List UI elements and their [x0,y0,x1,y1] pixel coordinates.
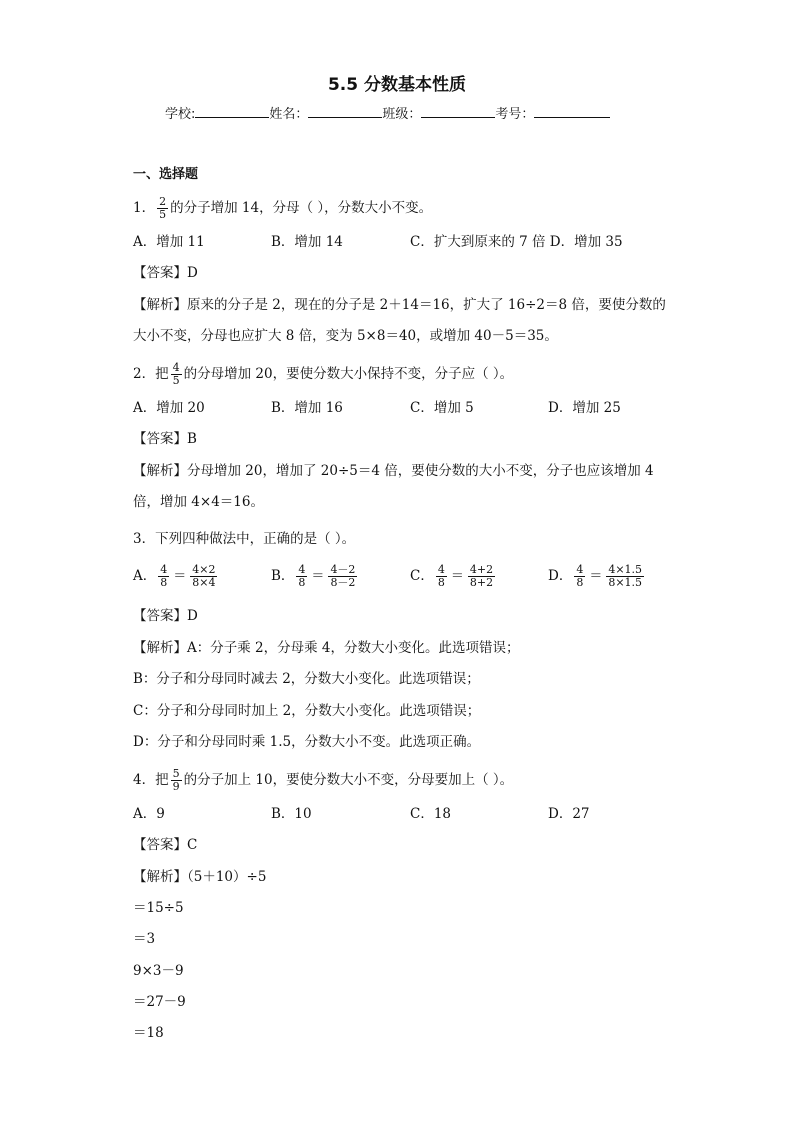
q2-analysis-line-1: 【解析】分母增加 20，增加了 20÷5＝4 倍，要使分数的大小不变，分子也应该增加 4 [133,463,654,479]
q4-answer: 【答案】C [133,837,198,853]
q3-a-right-num: 4×2 [192,563,216,576]
q1-option-b[interactable]: B．增加 14 [271,234,343,250]
q3-c-left-den: 8 [437,576,445,589]
q1-fraction-denominator: 5 [159,208,167,221]
q3-a-equals: ＝ [173,568,187,584]
q3-b-equals: ＝ [311,568,325,584]
school-blank[interactable] [195,104,269,118]
q1-option-a[interactable]: A．增加 11 [133,234,205,250]
number-blank[interactable] [534,104,610,118]
section-heading: 一、选择题 [133,167,199,182]
q2-text: 的分母增加 20，要使分数大小保持不变，分子应（ ）。 [183,366,514,382]
class-label: 班级： [382,107,422,122]
q4-analysis-line-6: ＝18 [133,1025,164,1041]
q3-c-right-num: 4+2 [469,563,494,576]
q4-analysis-line-2: ＝15÷5 [133,900,184,916]
q1-fraction [157,196,168,221]
q4-option-a[interactable]: A．9 [133,806,165,822]
name-label: 姓名： [269,107,309,122]
q3-d-right-num: 4×1.5 [608,563,643,576]
q4-analysis-line-1: 【解析】（5＋10）÷5 [133,869,267,885]
q2-analysis-line-2: 倍，增加 4×4＝16。 [133,494,264,510]
q3-option-d[interactable] [548,564,646,589]
q3-option-a-label: A． [133,568,157,584]
number-label: 考号： [495,107,535,122]
q3-d-equals: ＝ [589,568,603,584]
q1-text: 的分子增加 14，分母（ ），分数大小不变。 [170,200,433,216]
q3-option-b[interactable] [271,564,359,589]
school-label: 学校: [165,107,196,122]
q3-a-left-num: 4 [160,563,168,576]
q4-option-d[interactable]: D．27 [548,806,590,822]
q2-option-c[interactable]: C．增加 5 [410,400,474,416]
q3-option-c[interactable] [410,564,497,589]
q3-option-a[interactable] [133,564,219,589]
class-blank[interactable] [421,104,495,118]
q1-fraction-numerator: 2 [159,195,167,208]
name-blank[interactable] [308,104,382,118]
q4-analysis-line-4: 9×3－9 [133,963,184,979]
q4-fraction-denominator: 9 [172,780,180,793]
q1-analysis-line-1: 【解析】原来的分子是 2，现在的分子是 2＋14＝16，扩大了 16÷2＝8 倍，要使分数的 [133,297,666,313]
q4-text: 的分子加上 10，要使分数大小不变，分母要加上（ ）。 [183,772,514,788]
q3-analysis-line-1: 【解析】A：分子乘 2，分母乘 4，分数大小变化。此选项错误； [133,640,520,656]
q3-c-left-num: 4 [437,563,445,576]
q1-analysis-line-2: 大小不变，分母也应扩大 8 倍，变为 5×8＝40，或增加 40－5＝35。 [133,328,558,344]
q3-option-d-label: D． [548,568,573,584]
q2-fraction-denominator: 5 [172,374,180,387]
q3-option-c-label: C． [410,568,434,584]
q3-analysis-line-4: D：分子和分母同时乘 1.5，分数大小不变。此选项正确。 [133,734,481,750]
question-2 [133,362,513,387]
q3-c-right-den: 8+2 [469,576,494,589]
question-1 [133,196,432,221]
q3-c-equals: ＝ [450,568,464,584]
question-4 [133,768,513,793]
q3-b-left-den: 8 [298,576,306,589]
q3-answer: 【答案】D [133,608,198,624]
q4-number: 4．把 [133,772,169,788]
q3-d-right-den: 8×1.5 [608,576,643,589]
q3-analysis-line-3: C：分子和分母同时加上 2，分数大小变化。此选项错误； [133,703,481,719]
q4-analysis-line-5: ＝27－9 [133,994,186,1010]
q3-d-left-den: 8 [576,576,584,589]
q1-option-c-d[interactable]: C．扩大到原来的 7 倍 D．增加 35 [410,234,623,250]
q3-analysis-line-2: B：分子和分母同时减去 2，分数大小变化。此选项错误； [133,671,480,687]
q1-number: 1． [133,200,156,216]
q2-option-b[interactable]: B．增加 16 [271,400,343,416]
q4-fraction [171,768,182,793]
q2-fraction [171,362,182,387]
q3-b-right-den: 8－2 [330,576,356,589]
q3-a-left-den: 8 [160,576,168,589]
q3-a-right-den: 8×4 [192,576,216,589]
q3-d-left-num: 4 [576,563,584,576]
q4-fraction-numerator: 5 [172,767,180,780]
q1-answer: 【答案】D [133,265,198,281]
q2-option-d[interactable]: D．增加 25 [548,400,621,416]
q3-b-left-num: 4 [298,563,306,576]
q4-option-b[interactable]: B．10 [271,806,312,822]
question-3: 3．下列四种做法中，正确的是（ ）。 [133,531,356,547]
q3-option-b-label: B． [271,568,295,584]
page-title: 5.5 分数基本性质 [327,75,467,95]
q3-b-right-num: 4－2 [330,563,356,576]
q4-analysis-line-3: ＝3 [133,931,156,947]
q2-option-a[interactable]: A．增加 20 [133,400,205,416]
q2-answer: 【答案】B [133,431,197,447]
q2-number: 2．把 [133,366,169,382]
student-info-line [165,103,610,122]
q4-option-c[interactable]: C．18 [410,806,452,822]
q2-fraction-numerator: 4 [172,361,180,374]
